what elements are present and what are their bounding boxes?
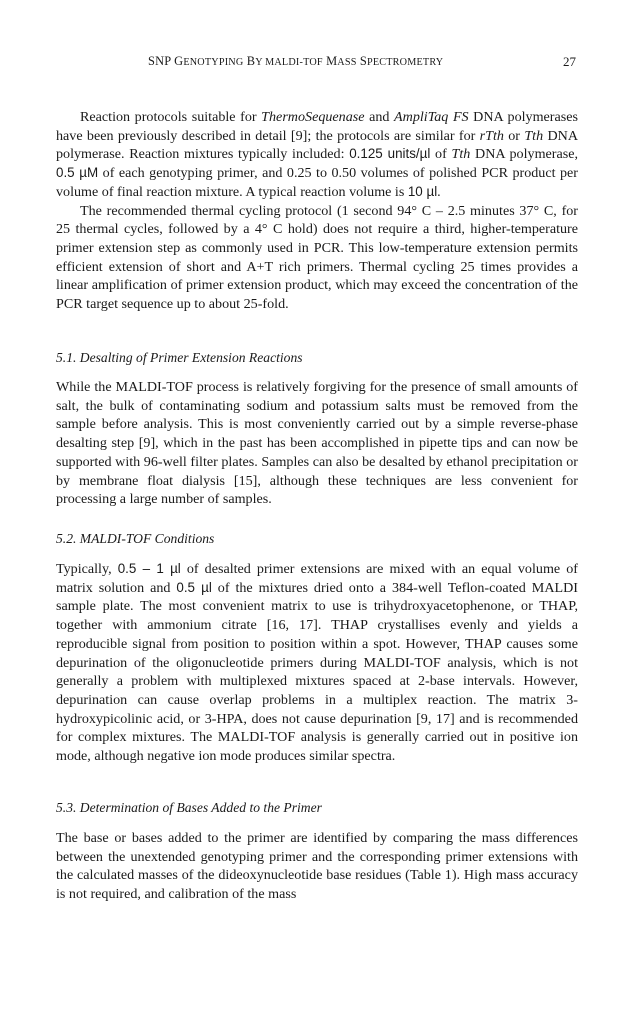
page-number: 27 xyxy=(563,54,576,69)
paragraph-thermal-cycling: The recommended thermal cycling protocol (1 second 94° C – 2.5 minutes 37° C, for 25 thermal cycles, followed by a 4° C hold) does not require a third, higher-temperature primer extension step as commonly used in PCR. This low-temperature extension permits efficient extension of short and A+T rich primers. Thermal cycling 25 times provides a linear amplification of primer extension product, which may exceed the concentration of the PCR target sequence up to about 25-fold. xyxy=(56,202,578,313)
paragraph-maldi-conditions: Typically, 0.5 – 1 µl of desalted primer extensions are mixed with an equal volume of matrix solution and 0.5 µl of the mixtures dried onto a 384-well Teflon-coated MALDI sample plate. The most convenient matrix to use is trihydroxyacetophenone, or THAP, together with ammonium citrate [16, 17]. THAP crystallises evenly and yields a reproducible signal from position to position within a spot. However, THAP causes some depurination of the oligonucleotide primers during MALDI-TOF analysis, which is not generally a problem with multiplexed mixtures spaced at 2-base intervals. However, depurination can cause overlap problems in a multiplex reaction. The matrix 3-hydroxypicolinic acid, or 3-HPA, does not cause depurination [9, 17] and is recommended for complex mixtures. The MALDI-TOF analysis is generally carried out in positive ion mode, although negative ion mode produces similar spectra. xyxy=(56,561,578,765)
section-maldi-conditions-body xyxy=(56,560,578,766)
reaction-volume: 10 µl xyxy=(407,183,438,199)
enzyme-concentration: 0.125 units/µl xyxy=(349,146,431,162)
paragraph-base-determination: The base or bases added to the primer are identified by comparing the mass differences between the unextended genotyping primer and the corresponding primer extensions with the calculated masses of the dideoxynucleotide base residues (Table 1). High mass accuracy is not required, and calibration of the mass xyxy=(56,830,578,903)
sample-volume: 0.5 – 1 µl xyxy=(117,561,181,576)
intro-text-block xyxy=(56,108,578,314)
section-base-determination-body xyxy=(56,829,578,904)
paragraph-reaction-protocols: Reaction protocols suitable for ThermoSequenase and AmpliTaq FS DNA polymerases have been previously described in detail [9]; the protocols are similar for rTth or Tth DNA polymerase. Reaction mixtures typically included: 0.125 units/µl of Tth DNA polymerase, 0.5 µM of each genotyping primer, and 0.25 to 0.50 volumes of polished PCR product per volume of final reaction mixture. A typical reaction volume is 10 µl. xyxy=(56,109,578,200)
running-head-title: SNP GENOTYPING BY MALDI-TOF MASS SPECTROMETRY xyxy=(148,54,444,68)
primer-concentration: 0.5 µM xyxy=(56,165,99,181)
paragraph-desalting: While the MALDI-TOF process is relatively forgiving for the presence of small amounts of salt, the bulk of contaminating sodium and potassium salts must be removed from the sample before analysis. This is most conveniently carried out by a simple reverse-phase desalting step [9], which in the past has been accomplished in pipette tips and can now be supported with 96-well filter plates. Samples can also be desalted by ethanol precipitation or by membrane float dialysis [15], although these techniques are less convenient for processing a large number of samples. xyxy=(56,379,578,508)
running-head xyxy=(56,54,576,74)
section-heading-maldi-conditions: 5.2. MALDI-TOF Conditions xyxy=(56,531,215,546)
mixture-volume: 0.5 µl xyxy=(176,579,212,595)
section-desalting-body xyxy=(56,378,578,509)
section-heading-base-determination: 5.3. Determination of Bases Added to the Primer xyxy=(56,800,322,815)
section-heading-desalting: 5.1. Desalting of Primer Extension Reactions xyxy=(56,350,303,365)
